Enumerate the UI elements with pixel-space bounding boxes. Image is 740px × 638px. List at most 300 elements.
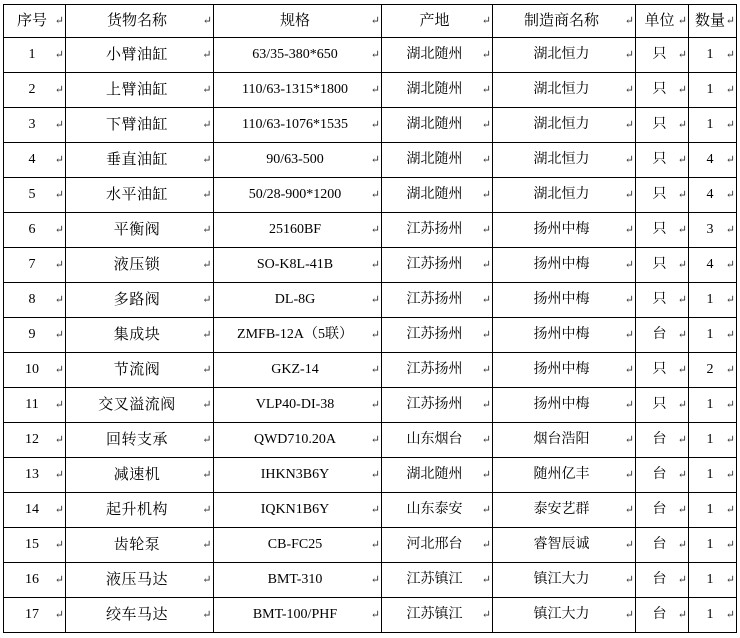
paragraph-mark: ↵: [202, 119, 212, 131]
cell-text: 1: [706, 47, 714, 62]
cell-text: 扬州中梅: [533, 327, 590, 342]
paragraph-mark: ↵: [677, 259, 687, 271]
cell-text: 2: [706, 362, 714, 377]
paragraph-mark: ↵: [54, 329, 64, 341]
paragraph-mark: ↵: [725, 154, 735, 166]
paragraph-mark: ↵: [624, 574, 634, 586]
cell-unit: [636, 248, 689, 283]
paragraph-mark: ↵: [370, 504, 380, 516]
cell-text: 上臂油缸: [105, 82, 168, 98]
cell-text: 江苏镇江: [406, 607, 463, 622]
cell-text: 减速机: [113, 467, 161, 483]
cell-text: 镇江大力: [533, 607, 590, 622]
paragraph-mark: ↵: [677, 294, 687, 306]
table-row: [4, 598, 737, 633]
cell-spec: [214, 108, 382, 143]
column-header-seq: 序号 ↵: [4, 5, 66, 38]
cell-text: 江苏扬州: [406, 327, 463, 342]
cell-text: 水平油缸: [105, 187, 168, 203]
paragraph-mark: ↵: [370, 364, 380, 376]
cell-text: 14: [25, 502, 39, 517]
paragraph-mark: ↵: [481, 364, 491, 376]
table-row: [4, 493, 737, 528]
paragraph-mark: ↵: [677, 154, 687, 166]
paragraph-mark: ↵: [370, 224, 380, 236]
cell-maker: [493, 493, 636, 528]
cell-text: 只: [652, 152, 667, 167]
cell-origin: [382, 598, 493, 633]
table-row: [4, 528, 737, 563]
table-row: [4, 283, 737, 318]
cell-text: VLP40-DI-38: [255, 397, 335, 412]
paragraph-mark: ↵: [624, 434, 634, 446]
cell-name: [66, 388, 214, 423]
cell-name: [66, 598, 214, 633]
cell-spec: [214, 353, 382, 388]
paragraph-mark: ↵: [624, 49, 634, 61]
cell-text: 随州亿丰: [533, 467, 590, 482]
paragraph-mark: ↵: [54, 609, 64, 621]
cell-text: 扬州中梅: [533, 292, 590, 307]
paragraph-mark: ↵: [54, 189, 64, 201]
cell-origin: [382, 143, 493, 178]
cell-text: 节流阀: [113, 362, 161, 378]
table-row: [4, 73, 737, 108]
cell-text: 绞车马达: [105, 607, 168, 623]
cell-text: 110/63-1076*1535: [241, 117, 349, 132]
cell-text: 湖北恒力: [533, 152, 590, 167]
paragraph-mark: ↵: [54, 539, 64, 551]
paragraph-mark: ↵: [624, 224, 634, 236]
cell-origin: [382, 458, 493, 493]
table-row: [4, 108, 737, 143]
cell-qty: [689, 528, 737, 563]
cell-text: 江苏扬州: [406, 257, 463, 272]
paragraph-mark: ↵: [54, 294, 64, 306]
cell-maker: [493, 598, 636, 633]
paragraph-mark: ↵: [370, 119, 380, 131]
paragraph-mark: ↵: [624, 189, 634, 201]
paragraph-mark: ↵: [481, 189, 491, 201]
column-header-maker: 制造商名称 ↵: [493, 5, 636, 38]
cell-seq: [4, 528, 66, 563]
paragraph-mark: ↵: [677, 469, 687, 481]
cell-text: 烟台浩阳: [533, 432, 590, 447]
cell-text: 回转支承: [105, 432, 168, 448]
cell-maker: [493, 318, 636, 353]
paragraph-mark: ↵: [725, 609, 735, 621]
cell-text: 扬州中梅: [533, 362, 590, 377]
cell-qty: [689, 598, 737, 633]
cell-unit: [636, 143, 689, 178]
cell-text: 集成块: [113, 327, 161, 343]
paragraph-mark: ↵: [677, 119, 687, 131]
cell-origin: [382, 73, 493, 108]
cell-seq: [4, 283, 66, 318]
paragraph-mark: ↵: [677, 15, 687, 27]
cell-text: 50/28-900*1200: [248, 187, 342, 202]
cell-text: 扬州中梅: [533, 397, 590, 412]
cell-text: 台: [652, 572, 667, 587]
paragraph-mark: ↵: [202, 294, 212, 306]
paragraph-mark: ↵: [481, 434, 491, 446]
paragraph-mark: ↵: [54, 49, 64, 61]
cell-spec: [214, 563, 382, 598]
cell-text: 睿智辰诚: [533, 537, 590, 552]
cell-text: 5: [28, 187, 36, 202]
table-body: [4, 38, 737, 633]
cell-text: ZMFB-12A（5联）: [237, 327, 353, 342]
cell-name: [66, 353, 214, 388]
cell-maker: [493, 353, 636, 388]
paragraph-mark: ↵: [54, 224, 64, 236]
cell-text: 3: [28, 117, 36, 132]
cell-unit: [636, 598, 689, 633]
cell-name: [66, 248, 214, 283]
paragraph-mark: ↵: [624, 119, 634, 131]
cell-origin: [382, 108, 493, 143]
cell-origin: [382, 423, 493, 458]
cell-spec: [214, 248, 382, 283]
paragraph-mark: ↵: [481, 469, 491, 481]
cell-seq: [4, 38, 66, 73]
paragraph-mark: ↵: [370, 539, 380, 551]
cell-text: 多路阀: [113, 292, 161, 308]
cell-seq: [4, 458, 66, 493]
table-row: [4, 318, 737, 353]
paragraph-mark: ↵: [202, 224, 212, 236]
paragraph-mark: ↵: [54, 574, 64, 586]
table-header-row: [4, 5, 737, 38]
cell-name: [66, 493, 214, 528]
paragraph-mark: ↵: [725, 84, 735, 96]
cell-text: 1: [706, 432, 714, 447]
paragraph-mark: ↵: [202, 469, 212, 481]
cell-qty: [689, 353, 737, 388]
cell-name: [66, 108, 214, 143]
cell-text: 只: [652, 362, 667, 377]
cell-text: 江苏扬州: [406, 397, 463, 412]
paragraph-mark: ↵: [202, 609, 212, 621]
paragraph-mark: ↵: [624, 469, 634, 481]
paragraph-mark: ↵: [481, 119, 491, 131]
cell-maker: [493, 423, 636, 458]
cell-text: 湖北恒力: [533, 117, 590, 132]
paragraph-mark: ↵: [54, 399, 64, 411]
cell-spec: [214, 178, 382, 213]
cell-text: 台: [652, 327, 667, 342]
table-row: [4, 423, 737, 458]
cell-name: [66, 213, 214, 248]
cell-unit: [636, 493, 689, 528]
paragraph-mark: ↵: [624, 84, 634, 96]
cell-text: 只: [652, 82, 667, 97]
cell-qty: [689, 213, 737, 248]
cell-text: 12: [25, 432, 39, 447]
paragraph-mark: ↵: [202, 259, 212, 271]
paragraph-mark: ↵: [677, 224, 687, 236]
cell-text: 江苏扬州: [406, 222, 463, 237]
paragraph-mark: ↵: [677, 539, 687, 551]
paragraph-mark: ↵: [54, 434, 64, 446]
cell-text: 齿轮泵: [113, 537, 161, 553]
paragraph-mark: ↵: [481, 84, 491, 96]
cell-name: [66, 143, 214, 178]
cell-text: 垂直油缸: [105, 152, 168, 168]
table-row: [4, 388, 737, 423]
cell-seq: [4, 318, 66, 353]
cell-qty: [689, 458, 737, 493]
cell-origin: [382, 248, 493, 283]
table-row: [4, 353, 737, 388]
paragraph-mark: ↵: [725, 259, 735, 271]
paragraph-mark: ↵: [370, 154, 380, 166]
paragraph-mark: ↵: [677, 189, 687, 201]
cell-text: 10: [25, 362, 39, 377]
table-row: [4, 178, 737, 213]
cell-name: [66, 528, 214, 563]
cell-seq: [4, 108, 66, 143]
cell-qty: [689, 423, 737, 458]
cell-text: 25160BF: [268, 222, 322, 237]
cell-text: 液压锁: [113, 257, 161, 273]
cell-unit: [636, 563, 689, 598]
paragraph-mark: ↵: [370, 15, 380, 27]
cell-text: 液压马达: [105, 572, 168, 588]
paragraph-mark: ↵: [481, 294, 491, 306]
paragraph-mark: ↵: [725, 329, 735, 341]
cell-text: 扬州中梅: [533, 222, 590, 237]
cell-text: 山东泰安: [406, 502, 463, 517]
cell-maker: [493, 38, 636, 73]
cell-maker: [493, 213, 636, 248]
cell-text: 1: [28, 47, 36, 62]
cell-text: 交叉溢流阀: [98, 397, 176, 413]
cell-seq: [4, 213, 66, 248]
paragraph-mark: ↵: [725, 469, 735, 481]
cell-text: DL-8G: [274, 292, 316, 307]
cell-qty: [689, 248, 737, 283]
paragraph-mark: ↵: [481, 504, 491, 516]
paragraph-mark: ↵: [54, 154, 64, 166]
cell-unit: [636, 353, 689, 388]
paragraph-mark: ↵: [54, 84, 64, 96]
paragraph-mark: ↵: [370, 294, 380, 306]
cell-maker: [493, 143, 636, 178]
cell-text: BMT-310: [267, 572, 323, 587]
cell-text: 平衡阀: [113, 222, 161, 238]
cell-text: 1: [706, 397, 714, 412]
cell-text: 4: [706, 152, 714, 167]
cell-text: 9: [28, 327, 36, 342]
cell-text: 7: [28, 257, 36, 272]
cell-text: 只: [652, 222, 667, 237]
cell-seq: [4, 178, 66, 213]
paragraph-mark: ↵: [624, 294, 634, 306]
paragraph-mark: ↵: [370, 399, 380, 411]
paragraph-mark: ↵: [370, 469, 380, 481]
column-header-name: 货物名称 ↵: [66, 5, 214, 38]
cell-text: 1: [706, 117, 714, 132]
cell-text: 只: [652, 257, 667, 272]
cell-spec: [214, 528, 382, 563]
cell-maker: [493, 73, 636, 108]
cell-unit: [636, 283, 689, 318]
paragraph-mark: ↵: [370, 574, 380, 586]
paragraph-mark: ↵: [624, 15, 634, 27]
paragraph-mark: ↵: [677, 609, 687, 621]
paragraph-mark: ↵: [202, 329, 212, 341]
cell-maker: [493, 283, 636, 318]
cell-text: 山东烟台: [406, 432, 463, 447]
cell-text: 只: [652, 187, 667, 202]
cell-spec: [214, 283, 382, 318]
cell-text: 下臂油缸: [105, 117, 168, 133]
paragraph-mark: ↵: [677, 49, 687, 61]
cell-text: QWD710.20A: [253, 432, 337, 447]
cell-text: 湖北恒力: [533, 82, 590, 97]
column-header-unit: 单位 ↵: [636, 5, 689, 38]
cell-qty: [689, 38, 737, 73]
paragraph-mark: ↵: [481, 49, 491, 61]
cell-name: [66, 458, 214, 493]
table-row: [4, 143, 737, 178]
cell-origin: [382, 353, 493, 388]
cell-text: 台: [652, 502, 667, 517]
cell-text: 湖北随州: [406, 187, 463, 202]
cell-seq: [4, 143, 66, 178]
cell-origin: [382, 213, 493, 248]
cell-qty: [689, 73, 737, 108]
paragraph-mark: ↵: [481, 399, 491, 411]
cell-spec: [214, 38, 382, 73]
table-row: [4, 458, 737, 493]
cell-spec: [214, 388, 382, 423]
cell-origin: [382, 38, 493, 73]
paragraph-mark: ↵: [725, 434, 735, 446]
cell-spec: [214, 73, 382, 108]
cell-spec: [214, 213, 382, 248]
cell-seq: [4, 248, 66, 283]
paragraph-mark: ↵: [725, 119, 735, 131]
paragraph-mark: ↵: [725, 189, 735, 201]
paragraph-mark: ↵: [54, 504, 64, 516]
paragraph-mark: ↵: [677, 504, 687, 516]
paragraph-mark: ↵: [370, 49, 380, 61]
cell-text: 90/63-500: [266, 152, 324, 167]
cell-unit: [636, 108, 689, 143]
cell-text: IHKN3B6Y: [260, 467, 330, 482]
cell-qty: [689, 108, 737, 143]
cell-text: 只: [652, 117, 667, 132]
paragraph-mark: ↵: [725, 504, 735, 516]
paragraph-mark: ↵: [624, 399, 634, 411]
cell-seq: [4, 388, 66, 423]
paragraph-mark: ↵: [725, 574, 735, 586]
paragraph-mark: ↵: [677, 574, 687, 586]
cell-origin: [382, 388, 493, 423]
paragraph-mark: ↵: [202, 399, 212, 411]
paragraph-mark: ↵: [54, 469, 64, 481]
cell-name: [66, 283, 214, 318]
cell-text: 8: [28, 292, 36, 307]
paragraph-mark: ↵: [725, 15, 735, 27]
paragraph-mark: ↵: [677, 84, 687, 96]
cell-maker: [493, 178, 636, 213]
cell-text: BMT-100/PHF: [252, 607, 338, 622]
cell-text: 湖北随州: [406, 467, 463, 482]
cell-text: 63/35-380*650: [252, 47, 338, 62]
paragraph-mark: ↵: [202, 364, 212, 376]
paragraph-mark: ↵: [481, 329, 491, 341]
cell-text: SO-K8L-41B: [256, 257, 334, 272]
cell-unit: [636, 388, 689, 423]
cell-text: 小臂油缸: [105, 47, 168, 63]
cell-qty: [689, 143, 737, 178]
paragraph-mark: ↵: [370, 434, 380, 446]
table-header: [4, 5, 737, 38]
paragraph-mark: ↵: [370, 609, 380, 621]
cell-text: CB-FC25: [267, 537, 323, 552]
cell-text: 只: [652, 292, 667, 307]
cell-text: 湖北恒力: [533, 47, 590, 62]
cell-text: 17: [25, 607, 39, 622]
paragraph-mark: ↵: [370, 84, 380, 96]
paragraph-mark: ↵: [677, 399, 687, 411]
cell-text: 1: [706, 537, 714, 552]
cell-text: 15: [25, 537, 39, 552]
cell-unit: [636, 318, 689, 353]
cell-text: 1: [706, 292, 714, 307]
table-row: [4, 213, 737, 248]
cell-text: 镇江大力: [533, 572, 590, 587]
cell-text: 3: [706, 222, 714, 237]
paragraph-mark: ↵: [202, 15, 212, 27]
cell-qty: [689, 563, 737, 598]
cell-text: 2: [28, 82, 36, 97]
cell-text: 台: [652, 432, 667, 447]
paragraph-mark: ↵: [725, 364, 735, 376]
paragraph-mark: ↵: [370, 189, 380, 201]
cell-origin: [382, 318, 493, 353]
paragraph-mark: ↵: [202, 434, 212, 446]
table-row: [4, 563, 737, 598]
paragraph-mark: ↵: [202, 84, 212, 96]
cell-text: 江苏扬州: [406, 362, 463, 377]
cell-name: [66, 178, 214, 213]
cell-text: 11: [25, 397, 39, 412]
paragraph-mark: ↵: [481, 15, 491, 27]
cell-maker: [493, 388, 636, 423]
cell-text: 台: [652, 537, 667, 552]
cell-qty: [689, 318, 737, 353]
paragraph-mark: ↵: [481, 224, 491, 236]
cell-spec: [214, 493, 382, 528]
cell-origin: [382, 493, 493, 528]
cell-text: 扬州中梅: [533, 257, 590, 272]
paragraph-mark: ↵: [54, 364, 64, 376]
cell-text: IQKN1B6Y: [260, 502, 330, 517]
cell-seq: [4, 563, 66, 598]
cell-text: 1: [706, 607, 714, 622]
paragraph-mark: ↵: [54, 119, 64, 131]
cell-spec: [214, 458, 382, 493]
paragraph-mark: ↵: [481, 154, 491, 166]
cell-text: 只: [652, 47, 667, 62]
cell-unit: [636, 178, 689, 213]
cell-text: 江苏扬州: [406, 292, 463, 307]
cell-text: 1: [706, 467, 714, 482]
